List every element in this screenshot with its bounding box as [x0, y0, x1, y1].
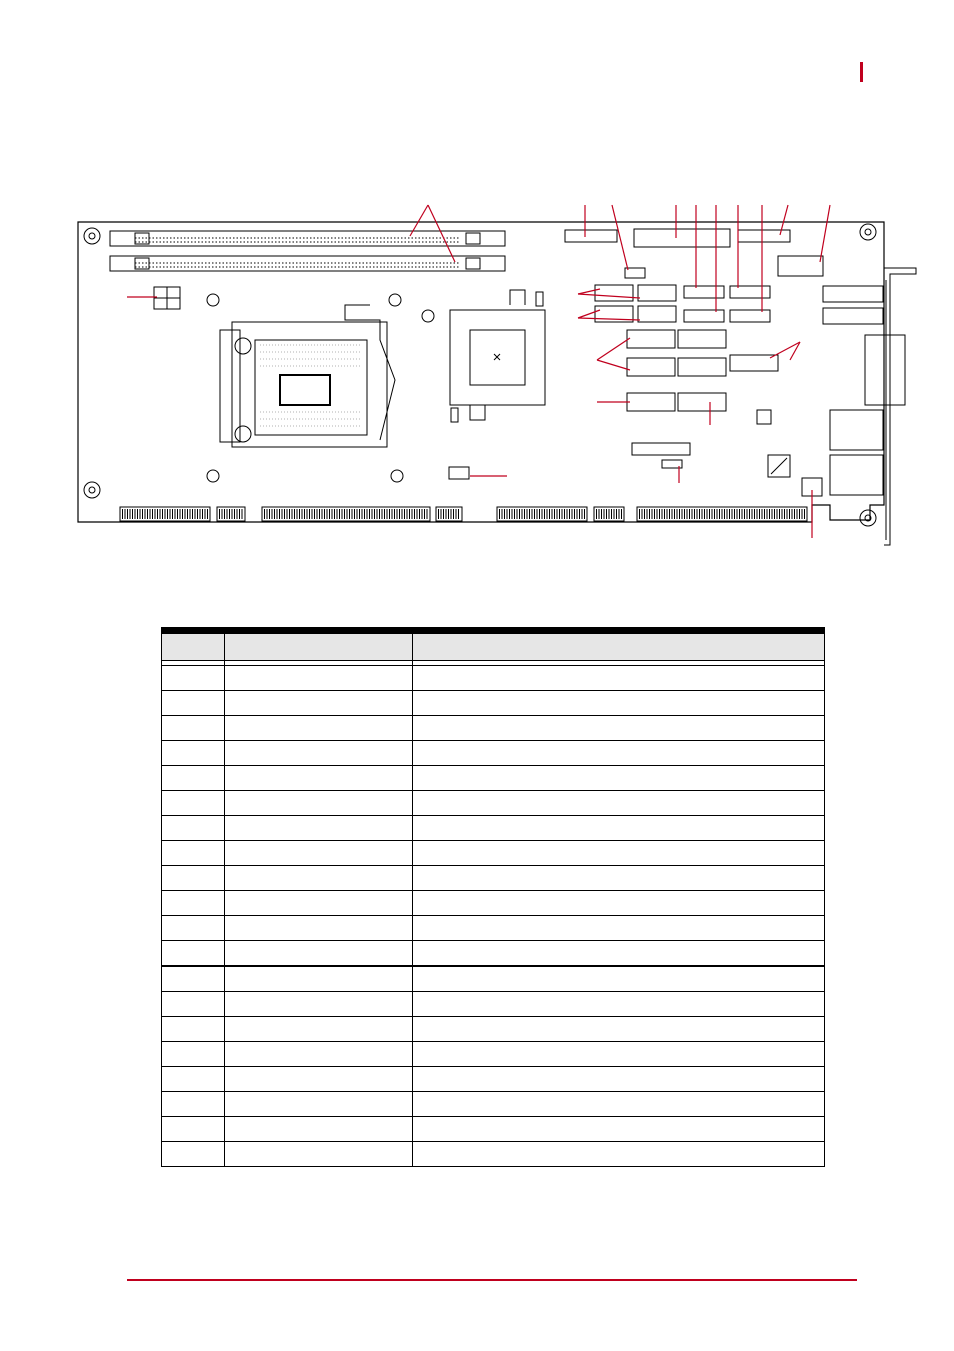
edge-connectors — [120, 507, 807, 521]
pin-headers — [627, 286, 822, 496]
chipset-heatsink — [450, 290, 545, 422]
dimm-slots — [110, 231, 505, 271]
footer-rule — [127, 1279, 857, 1281]
table-row — [162, 816, 825, 841]
atx-power-connector — [154, 287, 180, 309]
table-header-description — [413, 634, 825, 661]
onboard-chips — [757, 410, 790, 477]
sata-connectors — [595, 285, 676, 322]
board-layout-diagram — [0, 0, 954, 600]
table-header-name — [225, 634, 413, 661]
rear-io-connectors — [823, 286, 905, 495]
table-row — [162, 941, 825, 967]
table-row — [162, 1117, 825, 1142]
table-row — [162, 866, 825, 891]
table-row — [162, 791, 825, 816]
table-row — [162, 841, 825, 866]
table-row — [162, 1067, 825, 1092]
io-bracket — [884, 268, 916, 545]
table-header-no — [162, 634, 225, 661]
fan-header — [449, 467, 469, 479]
cpu-socket-pins — [260, 345, 362, 426]
table-row — [162, 916, 825, 941]
table-header-row — [162, 634, 825, 661]
table-row — [162, 741, 825, 766]
cpu-socket — [220, 305, 395, 447]
table-row — [162, 992, 825, 1017]
table-row — [162, 1017, 825, 1042]
top-headers — [565, 229, 823, 278]
table-row — [162, 716, 825, 741]
connector-table — [161, 627, 825, 1167]
table-row — [162, 691, 825, 716]
table-row — [162, 666, 825, 691]
table-row — [162, 966, 825, 992]
table-row — [162, 891, 825, 916]
table-row — [162, 766, 825, 791]
table-row — [162, 1142, 825, 1167]
table-row — [162, 1092, 825, 1117]
table-row — [162, 1042, 825, 1067]
